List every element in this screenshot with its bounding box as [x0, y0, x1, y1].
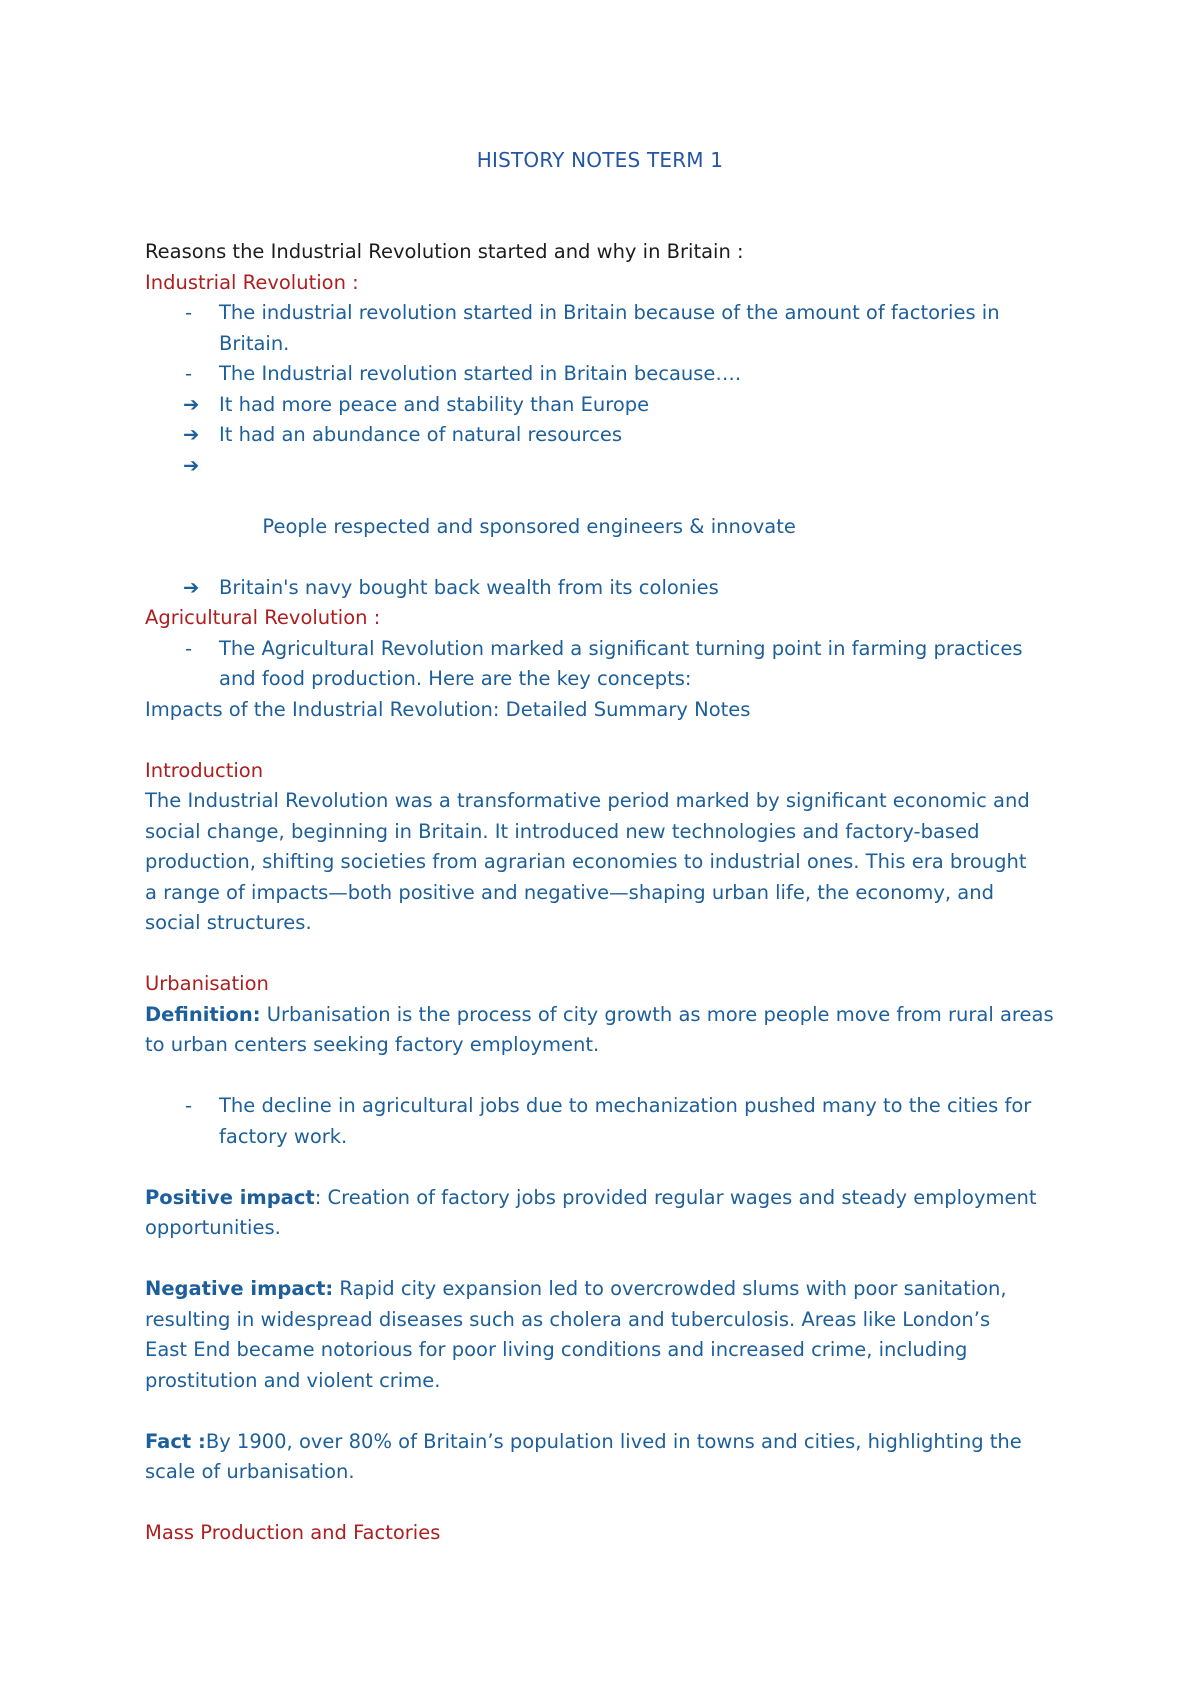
- arrow-list-item: ➔ It had more peace and stability than Europe: [145, 390, 1065, 421]
- fact-label: Fact :: [145, 1429, 206, 1453]
- list-item: - The Industrial revolution started in Britain because….: [145, 359, 1065, 390]
- arrow-right-icon: ➔: [183, 575, 200, 599]
- document-body: [145, 237, 1065, 1549]
- list-item-continuation: Britain.: [219, 331, 290, 355]
- arrow-list-item: ➔ Britain's navy bought back wealth from its colonies: [145, 573, 1065, 604]
- positive-impact-line: opportunities.: [145, 1216, 281, 1239]
- arrow-right-icon: ➔: [183, 453, 200, 477]
- fact-line: scale of urbanisation.: [145, 1460, 355, 1483]
- page-title: HISTORY NOTES TERM 1: [476, 148, 724, 172]
- mass-production-heading: Mass Production and Factories: [145, 1521, 441, 1544]
- arrow-right-icon: ➔: [183, 392, 200, 416]
- fact-line: Fact :By 1900, over 80% of Britain’s population lived in towns and cities, highlighting the: [145, 1429, 1022, 1453]
- dash-marker: -: [185, 301, 193, 324]
- positive-impact-label: Positive impact: [145, 1185, 315, 1209]
- urbanisation-heading: Urbanisation: [145, 972, 269, 995]
- negative-impact-line: Negative impact: Rapid city expansion led to overcrowded slums with poor sanitation,: [145, 1277, 1007, 1300]
- negative-impact-line: prostitution and violent crime.: [145, 1368, 441, 1392]
- positive-impact-line: Positive impact: Creation of factory jobs provided regular wages and steady employment: [145, 1185, 1037, 1209]
- intro-line: social change, beginning in Britain. It introduced new technologies and factory-based: [145, 819, 980, 843]
- agricultural-revolution-heading: Agricultural Revolution :: [145, 606, 381, 629]
- introduction-heading: Introduction: [145, 758, 264, 782]
- list-item-continuation: and food production. Here are the key concepts:: [219, 667, 692, 690]
- negative-impact-line: resulting in widespread diseases such as cholera and tuberculosis. Areas like London’s: [145, 1307, 991, 1331]
- arrow-right-icon: ➔: [183, 423, 200, 446]
- intro-line: production, shifting societies from agrarian economies to industrial ones. This era brought: [145, 850, 1027, 873]
- negative-impact-line: East End became notorious for poor living conditions and increased crime, including: [145, 1338, 968, 1361]
- intro-line: a range of impacts—both positive and negative—shaping urban life, the economy, and: [145, 880, 994, 904]
- dash-marker: -: [185, 1094, 193, 1117]
- list-item: - The decline in agricultural jobs due to mechanization pushed many to the cities for: [145, 1091, 1065, 1122]
- intro-line: social structures.: [145, 911, 312, 934]
- arrow-list-item: ➔ It had an abundance of natural resources: [145, 420, 1065, 451]
- arrow-list-item: ➔ People respected and sponsored engineers & innovate: [145, 451, 1065, 573]
- reasons-heading: Reasons the Industrial Revolution started and why in Britain :: [145, 240, 744, 263]
- negative-impact-label: Negative impact:: [145, 1277, 334, 1300]
- dash-marker: -: [185, 362, 193, 385]
- list-item: - The Agricultural Revolution marked a significant turning point in farming practices: [145, 634, 1065, 665]
- industrial-revolution-heading: Industrial Revolution :: [145, 270, 359, 294]
- impacts-line: Impacts of the Industrial Revolution: Detailed Summary Notes: [145, 697, 751, 721]
- list-item-continuation: factory work.: [219, 1124, 348, 1148]
- definition-line: Definition: Urbanisation is the process of city growth as more people move from rural areas: [145, 1002, 1054, 1026]
- definition-label: Definition:: [145, 1002, 261, 1026]
- definition-line: to urban centers seeking factory employment.: [145, 1033, 600, 1056]
- dash-marker: -: [185, 636, 193, 660]
- list-item: - The industrial revolution started in Britain because of the amount of factories in: [145, 298, 1065, 329]
- intro-line: The Industrial Revolution was a transformative period marked by significant economic and: [145, 789, 1030, 812]
